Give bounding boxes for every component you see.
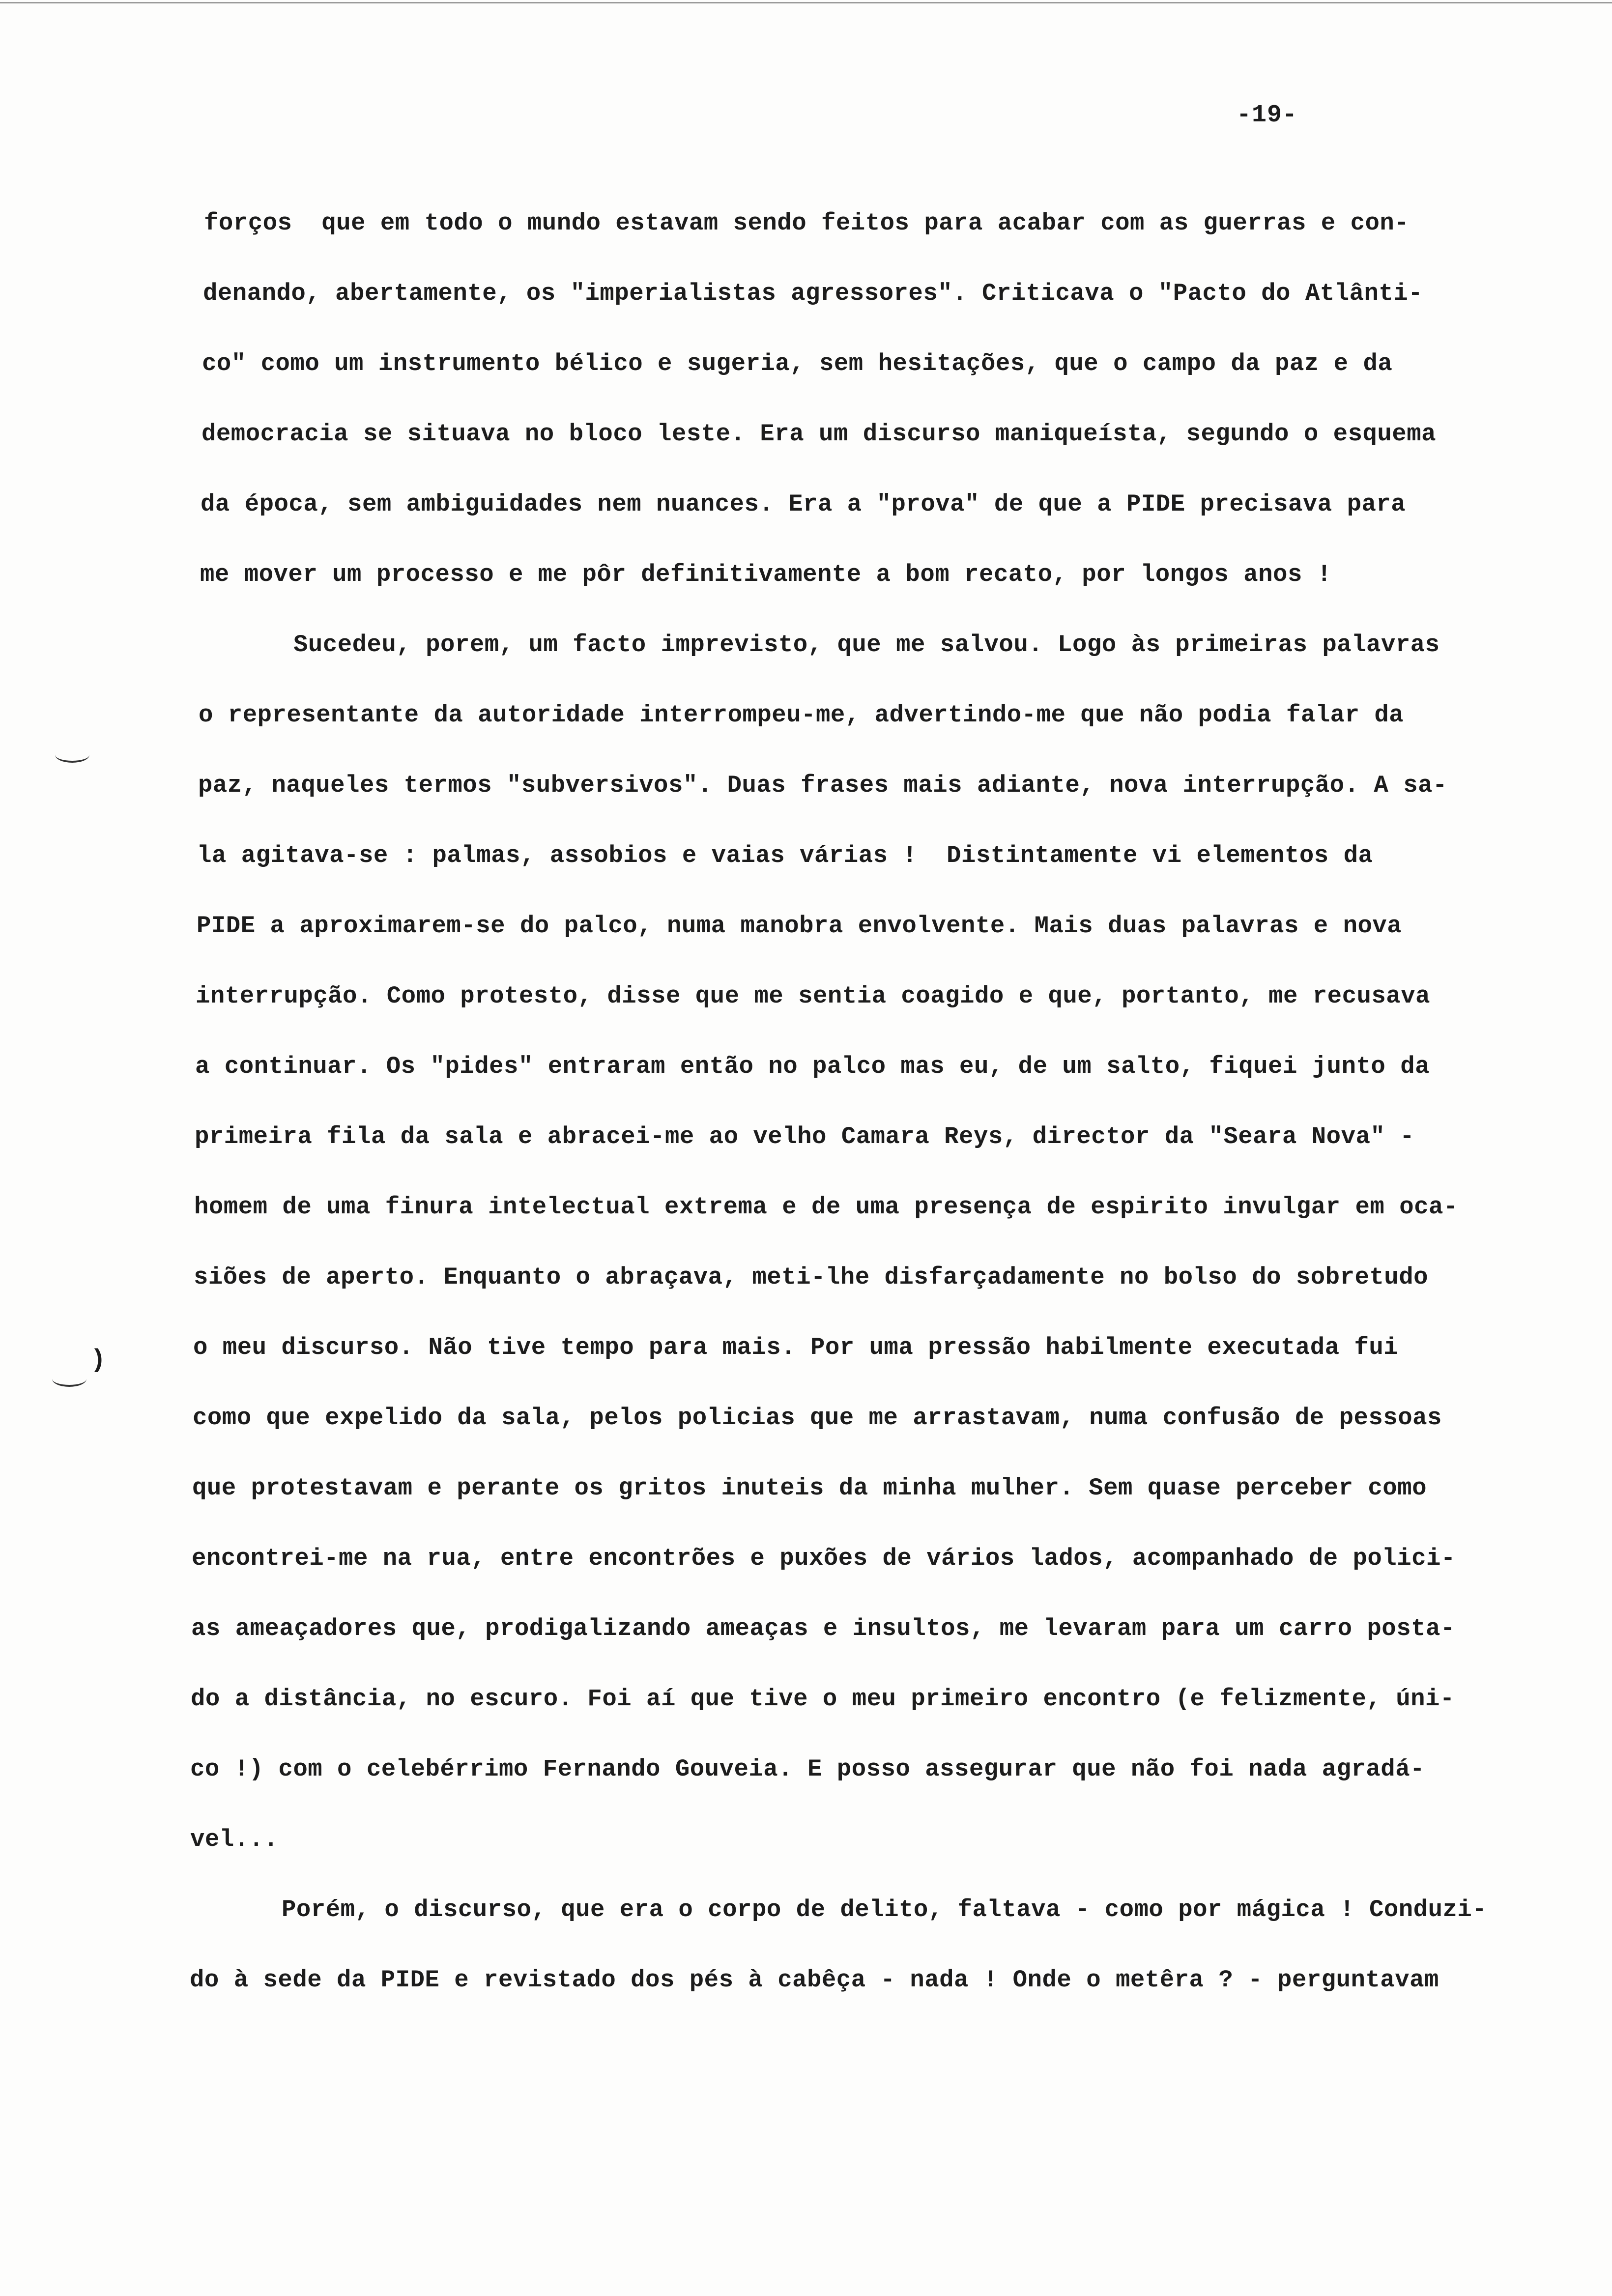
text-line-17: o meu discurso. Não tive tempo para mais. Por uma pressão habilmente executada fui: [193, 1334, 1399, 1361]
text-line-1: forços que em todo o mundo estavam sendo feitos para acabar com as guerras e con-: [204, 209, 1410, 237]
text-line-23: co !) com o celebérrimo Fernando Gouveia. E posso assegurar que não foi nada agradá-: [190, 1755, 1425, 1783]
text-line-26: do à sede da PIDE e revistado dos pés à cabêça - nada ! Onde o metêra ? - perguntavam: [190, 1966, 1439, 1994]
text-line-7: Sucedeu, porem, um facto imprevisto, que me salvou. Logo às primeiras palavras: [293, 631, 1440, 659]
text-line-14: primeira fila da sala e abracei-me ao velho Camara Reys, director da "Seara Nova" -: [195, 1123, 1415, 1150]
text-line-12: interrupção. Como protesto, disse que me sentia coagido e que, portanto, me recusava: [196, 982, 1431, 1010]
text-line-5: da época, sem ambiguidades nem nuances. Era a "prova" de que a PIDE precisava para: [201, 490, 1406, 518]
text-line-10: la agitava-se : palmas, assobios e vaias várias ! Distintamente vi elementos da: [197, 842, 1373, 869]
text-line-22: do a distância, no escuro. Foi aí que tive o meu primeiro encontro (e felizmente, úni-: [191, 1685, 1455, 1713]
text-line-3: co" como um instrumento bélico e sugeria, sem hesitações, que o campo da paz e da: [202, 350, 1393, 377]
text-line-16: siões de aperto. Enquanto o abraçava, meti-lhe disfarçadamente no bolso do sobretudo: [194, 1263, 1429, 1291]
text-line-18: como que expelido da sala, pelos policias que me arrastavam, numa confusão de pessoas: [193, 1404, 1442, 1432]
text-line-24: vel...: [190, 1826, 279, 1853]
text-line-25: Porém, o discurso, que era o corpo de delito, faltava - como por mágica ! Conduzi-: [282, 1896, 1487, 1923]
scan-top-edge: [0, 2, 1612, 3]
text-line-4: democracia se situava no bloco leste. Era um discurso maniqueísta, segundo o esquema: [202, 420, 1437, 448]
text-line-15: homem de uma finura intelectual extrema e de uma presença de espirito invulgar em oca-: [194, 1193, 1458, 1221]
text-line-6: me mover um processo e me pôr definitivamente a bom recato, por longos anos !: [200, 561, 1332, 588]
margin-pencil-mark: [52, 1371, 86, 1387]
text-line-19: que protestavam e perante os gritos inuteis da minha mulher. Sem quase perceber como: [192, 1474, 1427, 1502]
margin-parenthesis-mark: ): [90, 1346, 106, 1375]
text-line-8: o representante da autoridade interrompeu-me, advertindo-me que não podia falar da: [199, 701, 1404, 729]
text-line-13: a continuar. Os "pides" entraram então no palco mas eu, de um salto, fiquei junto da: [195, 1053, 1430, 1080]
text-line-11: PIDE a aproximarem-se do palco, numa manobra envolvente. Mais duas palavras e nova: [197, 912, 1402, 940]
text-line-9: paz, naqueles termos "subversivos". Duas frases mais adiante, nova interrupção. A sa-: [198, 772, 1447, 799]
text-line-20: encontrei-me na rua, entre encontrões e puxões de vários lados, acompanhado de polici-: [192, 1545, 1456, 1572]
page-number: -19-: [1237, 101, 1298, 129]
text-line-21: as ameaçadores que, prodigalizando ameaças e insultos, me levaram para um carro posta-: [191, 1615, 1455, 1642]
text-line-2: denando, abertamente, os "imperialistas agressores". Criticava o "Pacto do Atlânti-: [203, 280, 1423, 307]
margin-pencil-mark: [55, 747, 89, 763]
